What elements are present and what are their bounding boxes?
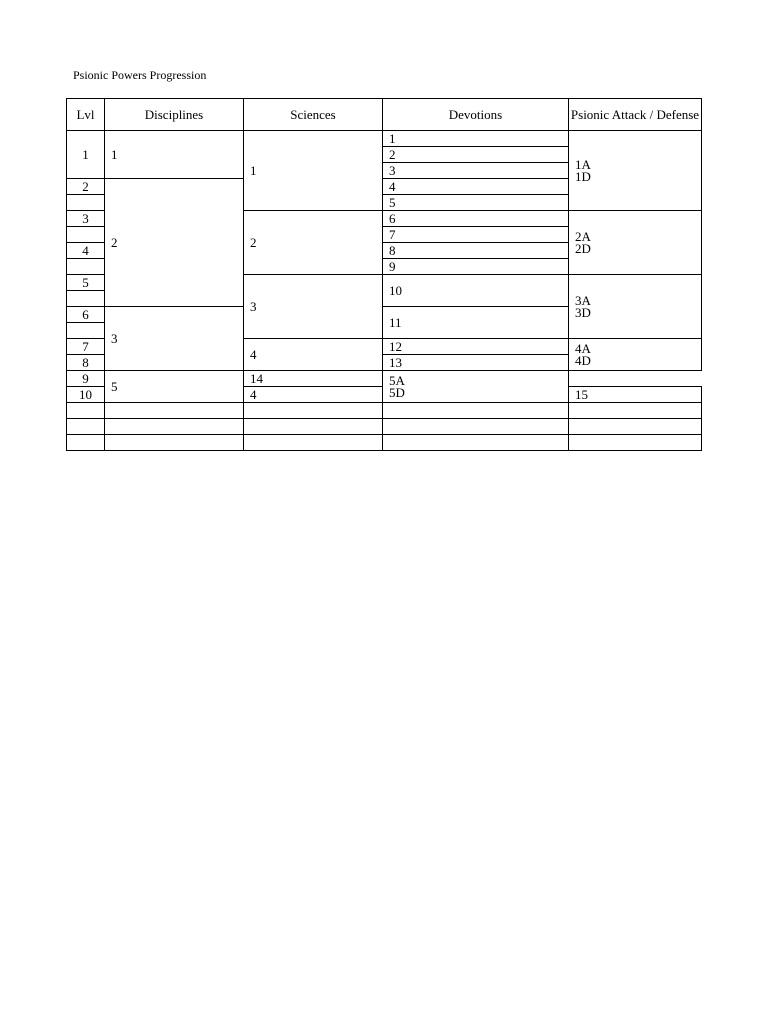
empty-cell bbox=[67, 435, 105, 451]
devotions-cell: 5 bbox=[383, 195, 569, 211]
attack-value: 5A bbox=[389, 372, 405, 388]
lvl-cell: 3 bbox=[67, 211, 105, 227]
attack-value: 3A bbox=[575, 292, 591, 308]
empty-cell bbox=[244, 419, 383, 435]
devotions-cell: 15 bbox=[569, 387, 702, 403]
devotions-cell: 4 bbox=[383, 179, 569, 195]
attack-defense-cell bbox=[569, 131, 702, 211]
disciplines-cell: 3 bbox=[105, 307, 244, 371]
attack-defense-cell bbox=[569, 211, 702, 275]
attack-value: 4A bbox=[575, 340, 591, 356]
lvl-cell: 9 bbox=[67, 371, 105, 387]
disciplines-cell: 4 bbox=[244, 387, 383, 403]
table-row bbox=[67, 371, 702, 387]
sciences-cell: 4 bbox=[244, 339, 383, 371]
sciences-cell: 5 bbox=[105, 371, 244, 403]
lvl-cell bbox=[67, 259, 105, 275]
lvl-cell: 7 bbox=[67, 339, 105, 355]
empty-cell bbox=[105, 403, 244, 419]
header-disciplines: Disciplines bbox=[105, 99, 244, 131]
empty-cell bbox=[569, 435, 702, 451]
devotions-cell: 7 bbox=[383, 227, 569, 243]
disciplines-cell: 1 bbox=[105, 131, 244, 179]
defense-value: 4D bbox=[575, 352, 591, 368]
empty-cell bbox=[383, 403, 569, 419]
devotions-cell: 6 bbox=[383, 211, 569, 227]
attack-value: 1A bbox=[575, 156, 591, 172]
lvl-cell: 6 bbox=[67, 307, 105, 323]
header-devotions: Devotions bbox=[383, 99, 569, 131]
lvl-cell: 10 bbox=[67, 387, 105, 403]
attack-defense-cell bbox=[569, 275, 702, 339]
defense-value: 1D bbox=[575, 168, 591, 184]
empty-cell bbox=[569, 403, 702, 419]
empty-cell bbox=[383, 419, 569, 435]
header-row bbox=[67, 99, 702, 131]
lvl-cell bbox=[67, 195, 105, 211]
sciences-cell: 1 bbox=[244, 131, 383, 211]
lvl-cell: 2 bbox=[67, 179, 105, 195]
empty-cell bbox=[569, 419, 702, 435]
empty-cell bbox=[67, 403, 105, 419]
attack-defense-cell bbox=[383, 371, 569, 403]
header-attack-defense: Psionic Attack / Defense bbox=[569, 99, 702, 131]
devotions-cell: 9 bbox=[383, 259, 569, 275]
empty-cell bbox=[105, 419, 244, 435]
devotions-cell: 1 bbox=[383, 131, 569, 147]
devotions-cell: 3 bbox=[383, 163, 569, 179]
page-title: Psionic Powers Progression bbox=[73, 68, 207, 82]
devotions-cell: 13 bbox=[383, 355, 569, 371]
table-row bbox=[67, 419, 702, 435]
empty-cell bbox=[383, 435, 569, 451]
defense-value: 5D bbox=[389, 384, 405, 400]
empty-cell bbox=[67, 419, 105, 435]
progression-table bbox=[66, 98, 702, 451]
empty-cell bbox=[105, 435, 244, 451]
lvl-cell bbox=[67, 227, 105, 243]
lvl-cell: 5 bbox=[67, 275, 105, 291]
table-row bbox=[67, 131, 702, 147]
lvl-cell bbox=[67, 323, 105, 339]
lvl-cell bbox=[67, 291, 105, 307]
devotions-cell: 8 bbox=[383, 243, 569, 259]
sciences-cell: 3 bbox=[244, 275, 383, 339]
defense-value: 2D bbox=[575, 240, 591, 256]
lvl-cell: 8 bbox=[67, 355, 105, 371]
header-sciences: Sciences bbox=[244, 99, 383, 131]
devotions-cell: 12 bbox=[383, 339, 569, 355]
disciplines-cell: 2 bbox=[105, 179, 244, 307]
empty-cell bbox=[244, 435, 383, 451]
devotions-cell: 2 bbox=[383, 147, 569, 163]
sciences-cell: 2 bbox=[244, 211, 383, 275]
attack-value: 2A bbox=[575, 228, 591, 244]
devotions-cell: 14 bbox=[244, 371, 383, 387]
lvl-cell: 4 bbox=[67, 243, 105, 259]
devotions-cell: 11 bbox=[383, 307, 569, 339]
lvl-cell: 1 bbox=[67, 131, 105, 179]
devotions-cell: 10 bbox=[383, 275, 569, 307]
header-lvl: Lvl bbox=[67, 99, 105, 131]
attack-defense-cell bbox=[569, 339, 702, 371]
defense-value: 3D bbox=[575, 304, 591, 320]
table-row bbox=[67, 435, 702, 451]
table-row bbox=[67, 403, 702, 419]
empty-cell bbox=[244, 403, 383, 419]
